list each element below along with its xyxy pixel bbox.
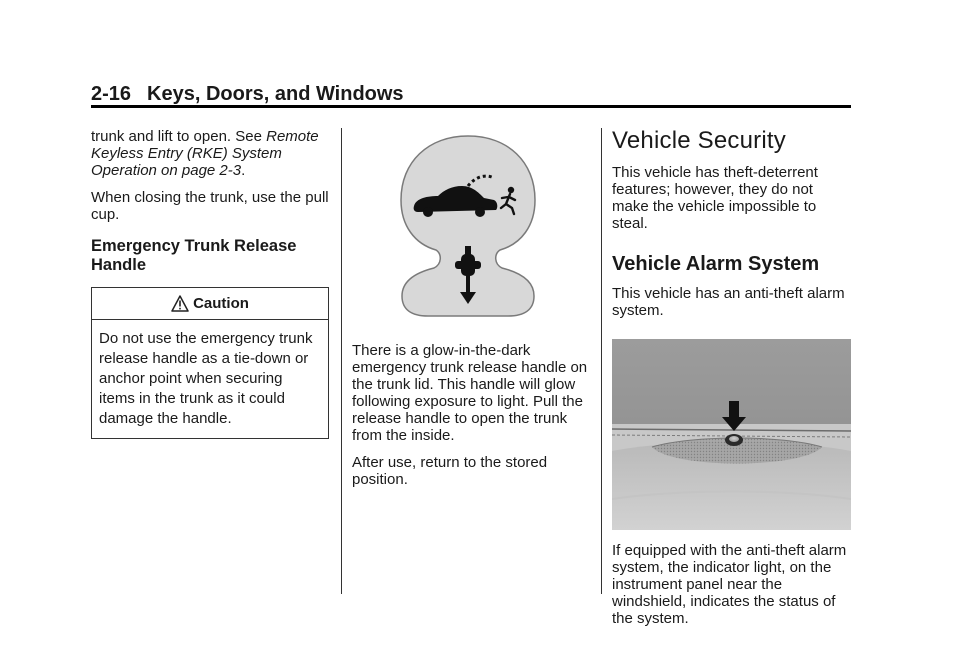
- after-use-paragraph: After use, return to the stored position.: [352, 454, 548, 488]
- caution-label: Caution: [193, 295, 249, 312]
- column-1: [91, 128, 329, 439]
- glow-handle-paragraph: There is a glow-in-the-dark emergency trunk release handle on the trunk lid. This handle will glow following exposure to light. Pull the release handle to open the trunk from the inside.: [352, 342, 588, 444]
- column-2: [352, 134, 592, 498]
- column-divider-1: [341, 128, 342, 594]
- emergency-trunk-release-heading: Emergency Trunk Release Handle: [91, 237, 297, 274]
- section-title: Keys, Doors, and Windows: [147, 83, 404, 105]
- caution-header: [92, 288, 328, 320]
- closing-paragraph: When closing the trunk, use the pull cup.: [91, 189, 329, 223]
- theft-deterrent-paragraph: This vehicle has theft-deterrent features; however, they do not make the vehicle impossible to steal.: [612, 164, 818, 232]
- caution-text: Do not use the emergency trunk release handle as a tie-down or anchor point when securing items in the trunk as it could damage the handle.: [99, 330, 313, 427]
- indicator-light-paragraph: If equipped with the anti-theft alarm system, the indicator light, on the instrument panel near the windshield, indicates the status of the system.: [612, 542, 847, 627]
- alarm-system-paragraph: This vehicle has an anti-theft alarm system.: [612, 285, 845, 319]
- page-number: 2-16: [91, 83, 132, 105]
- intro-paragraph: trunk and lift to open. See Remote Keyless Entry (RKE) System Operation on page 2-3.: [91, 128, 319, 179]
- header-rule: [91, 105, 851, 108]
- column-3: [612, 127, 852, 637]
- vehicle-security-heading: Vehicle Security: [612, 127, 786, 154]
- column-divider-2: [601, 128, 602, 594]
- trunk-release-handle-icon: [398, 134, 538, 318]
- rke-cross-reference-link[interactable]: Remote Keyless Entry (RKE) System Operation on page 2-3: [91, 128, 319, 179]
- caution-box: [91, 287, 329, 439]
- vehicle-alarm-system-heading: Vehicle Alarm System: [612, 253, 820, 275]
- dashboard-indicator-photo: [612, 339, 851, 530]
- page-header: [91, 82, 851, 106]
- caution-triangle-icon: [171, 295, 189, 312]
